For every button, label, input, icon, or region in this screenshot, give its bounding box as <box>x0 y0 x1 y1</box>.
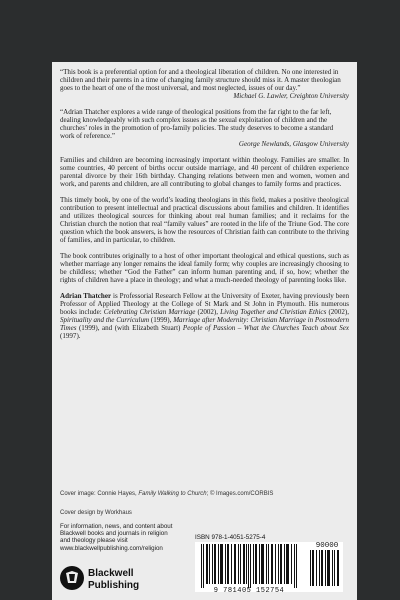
cover-body-text <box>60 68 349 348</box>
bio-text: (2002), <box>195 307 221 316</box>
bio-text: (2002), <box>326 307 349 316</box>
quote-attribution: George Newlands, Glasgow University <box>238 140 349 149</box>
description-paragraph: The book contributes originally to a host of other important theological and ethical questions, such as whether marriage any longer remains the ideal family form; why couples are increasingly choosing to be childless; whether “God the Father” can inform human parenting and, if so, how; whether the rights of children have a place in theology; and what a much-needed theology of parenting looks like. <box>60 251 349 285</box>
logo-line2: Publishing <box>88 580 140 591</box>
isbn-label: ISBN 978-1-4051-5275-4 <box>195 534 266 541</box>
text-panel <box>52 62 357 600</box>
author-name: Adrian Thatcher <box>60 291 112 300</box>
cover-design-credit: Cover design by Workhaus <box>60 510 132 516</box>
blackwell-logo <box>58 561 168 595</box>
quote-text: “Adrian Thatcher explores a wide range of theological positions from the far right to the far left, dealing knowledgeably with such complex issues as the sexual exploitation of children and the churches’ roles in the promotion of pro-family policies. The study deserves to become a standard work of reference.” <box>60 107 334 141</box>
credit-artwork-title: Family Walking to Church <box>138 491 207 497</box>
publisher-info: For information, news, and content about Blackwell books and journals in religion and theology please visit www.blackwellpublishing.com/religion <box>60 523 173 552</box>
cover-image-credit <box>60 491 349 497</box>
barcode-digits: 9 781405 152754 <box>213 587 285 595</box>
book-title: Living Together and Christian Ethics <box>220 307 327 316</box>
author-bio <box>60 292 349 341</box>
credit-prefix: Cover image: Connie Hayes, <box>60 491 139 497</box>
price-code: 90000 <box>315 542 339 550</box>
logo-line1: Blackwell <box>88 568 134 579</box>
bio-text: (1997). <box>60 332 81 341</box>
blackwell-logo-icon <box>58 561 168 595</box>
description-paragraph: This timely book, by one of the world’s leading theologians in this field, makes a positive theological contribution to present intellectual and practical discussions about families and children. It identifies and utilizes theological sources for thinking about real human families; and it reclaims for the Christian church the notion that real “family values” are rooted in the life of the Triune God. The core question which the book answers, is how the resources of Christian faith can contribute to the thriving of families, and in particular, to children. <box>60 195 349 245</box>
bio-text: (1999), and (with Elizabeth Stuart) <box>76 324 183 333</box>
book-title: People of Passion – What the Churches Teach about Sex <box>182 324 349 333</box>
credit-suffix: ; © Images.com/CORBIS <box>206 491 274 497</box>
book-title: Celebrating Christian Marriage <box>103 307 196 316</box>
bio-text: (1999), <box>149 315 174 324</box>
endorsement-quote <box>60 68 349 100</box>
endorsement-quote <box>60 108 349 148</box>
description-paragraph: Families and children are becoming increasingly important within theology. Families are smaller. In some countries, 40 percent of births occur outside marriage, and 40 percent of children experience parental divorce by their 16th birthday. Changing relations between men and women, women and work, and parents and children, are all contributing to global changes to family forms and practices. <box>60 155 349 189</box>
quote-attribution: Michael G. Lawler, Creighton University <box>233 92 349 101</box>
book-title: Marriage after Modernity: Christian Marriage in Postmodern Times <box>60 315 349 333</box>
bio-text: is Professorial Research Fellow at the University of Exeter, having previously been Professor of Applied Theology at the College of St Mark and St John in Plymouth. His numerous books include: <box>60 291 349 316</box>
book-title: Spirituality and the Curriculum <box>60 315 150 324</box>
quote-text: “This book is a preferential option for and a theological liberation of children. No one interested in children and their parents in a time of changing family structure should miss it. A master theologian goes to the heart of one of the most universal, and most neglected, issues of our day.” <box>60 68 341 93</box>
